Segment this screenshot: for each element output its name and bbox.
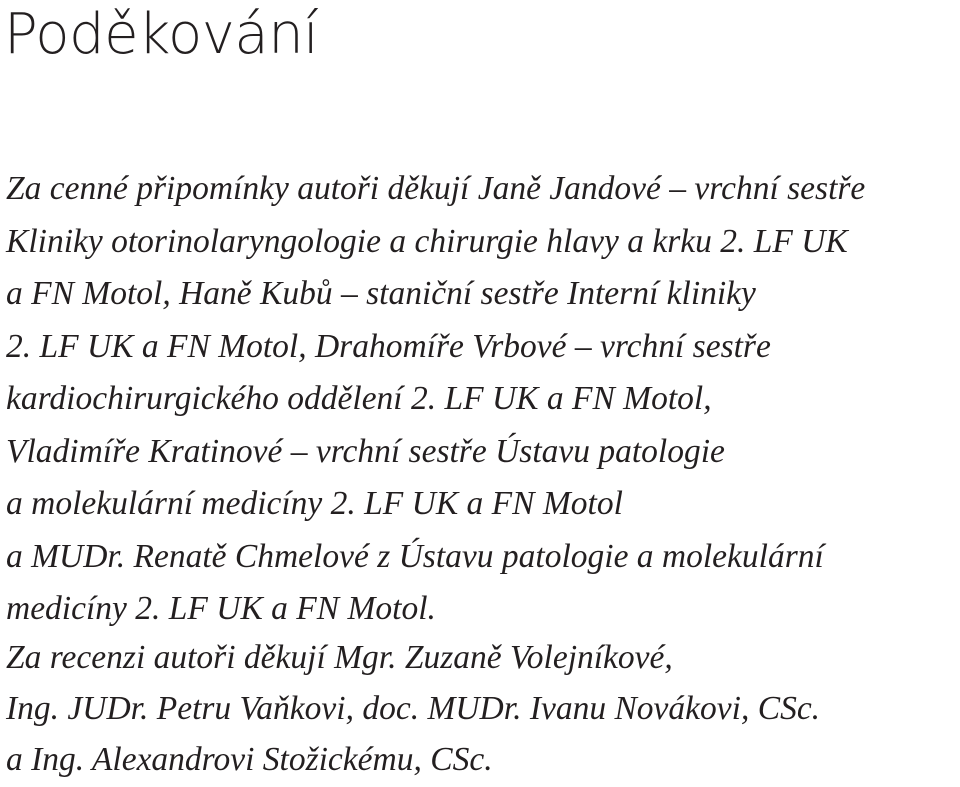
paragraph-line: Kliniky otorinolaryngologie a chirurgie hlavy a krku 2. LF UK: [6, 222, 848, 260]
paragraph-line: Za cenné připomínky autoři děkují Janě Jandové – vrchní sestře: [6, 170, 866, 207]
paragraph-line: Vladimíře Kratinové – vrchní sestře Ústavu patologie: [6, 432, 725, 470]
paragraph-line: kardiochirurgického oddělení 2. LF UK a FN Motol,: [6, 380, 712, 417]
paragraph-line: a molekulární medicíny 2. LF UK a FN Motol: [6, 485, 623, 522]
paragraph-line: Za recenzi autoři děkují Mgr. Zuzaně Volejníkové,: [6, 639, 673, 676]
page-title: Poděkování: [4, 2, 319, 67]
paragraph-line: Ing. JUDr. Petru Vaňkovi, doc. MUDr. Ivanu Novákovi, CSc.: [6, 690, 821, 727]
paragraph-line: a MUDr. Renatě Chmelové z Ústavu patologie a molekulární: [6, 537, 824, 575]
paragraph-line: a Ing. Alexandrovi Stožickému, CSc.: [6, 741, 493, 778]
paragraph-line: 2. LF UK a FN Motol, Drahomíře Vrbové – vrchní sestře: [6, 327, 771, 365]
paragraph-line: a FN Motol, Haně Kubů – staniční sestře Interní kliniky: [6, 275, 756, 312]
acknowledgement-paragraph: [6, 163, 865, 636]
review-acknowledgement-paragraph: [6, 632, 820, 785]
paragraph-line: medicíny 2. LF UK a FN Motol.: [6, 590, 436, 627]
